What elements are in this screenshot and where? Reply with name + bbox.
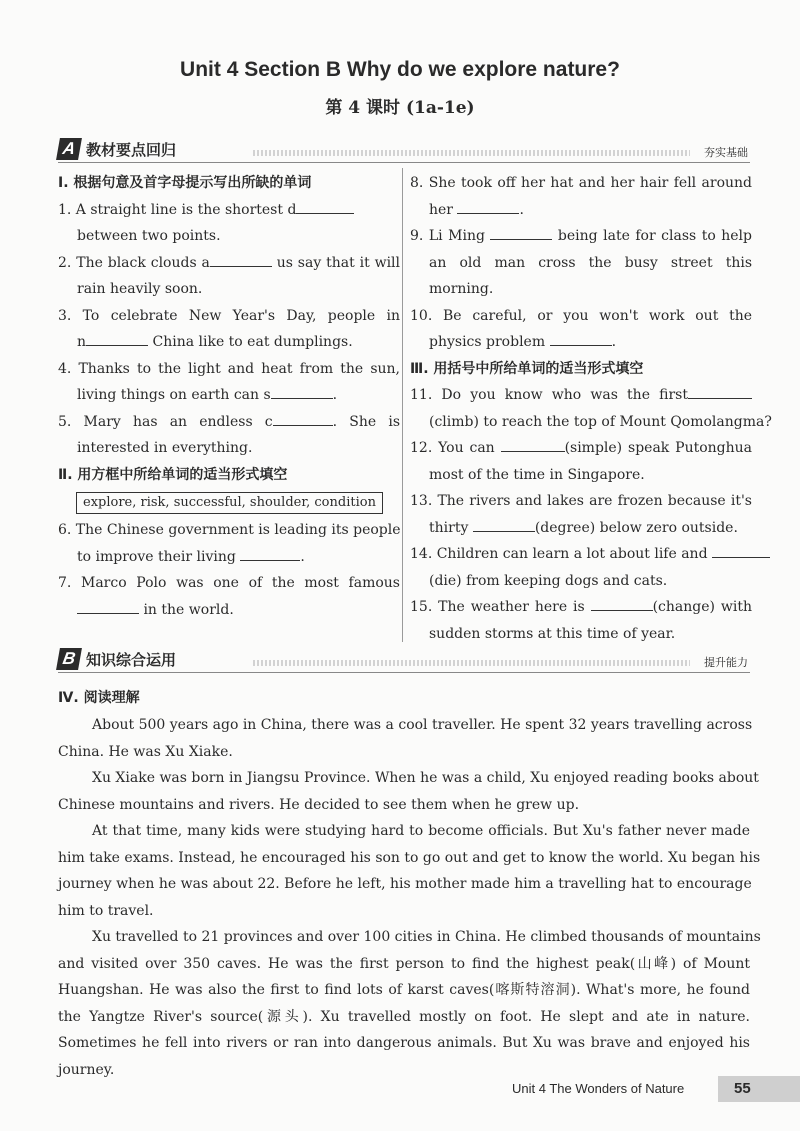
answer-blank[interactable] xyxy=(712,543,770,558)
answer-blank[interactable] xyxy=(490,225,552,240)
answer-blank[interactable] xyxy=(271,384,333,399)
answer-blank[interactable] xyxy=(86,331,148,346)
section-a-tag: 夯实基础 xyxy=(704,146,748,159)
question-14: 14. Children can learn a lot about life and xyxy=(410,541,752,568)
part-iv-heading: Ⅳ. 阅读理解 xyxy=(58,690,140,706)
question-2: 2. The black clouds a us say that it will xyxy=(58,250,400,277)
question-1: 1. A straight line is the shortest d xyxy=(58,197,400,224)
question-4: 4. Thanks to the light and heat from the sun, xyxy=(58,360,400,377)
answer-blank[interactable] xyxy=(240,546,300,561)
answer-blank[interactable] xyxy=(688,384,752,399)
right-column: 8. She took off her hat and her hair fell around her . 9. Li Ming being late for class to help an old man cross the busy street this morning. 10. Be careful, or you won't work out the physics problem . Ⅲ. 用括号中所给单词的适当形式填空 11. Do you know who was the first (climb) to reach the top of Mount Qomolangma? 12. You can (simple) speak Putonghua most of the time in Singapore. 13. The rivers and lakes are frozen because it's thirty (degree) below zero outside. 14. Children can learn a lot about life and (die) from keeping dogs and cats. 15. The weather here is (change) with sudden storms at this time of year. xyxy=(410,170,752,647)
section-b-badge: B xyxy=(56,648,82,670)
answer-blank[interactable] xyxy=(550,331,612,346)
section-a-title: 教材要点回归 xyxy=(86,141,177,159)
part-iii-heading: Ⅲ. 用括号中所给单词的适当形式填空 xyxy=(410,360,644,377)
paragraph: At that time, many kids were studying hard to become officials. But Xu's father never made him take exams. Instead, he encouraged his son to go out and get to know the world. Xu began his journey when he was about 22. Before he left, his mother made him a travelling hat to encourage him to travel. xyxy=(58,823,761,919)
answer-blank[interactable] xyxy=(591,596,653,611)
decorative-stripe xyxy=(253,150,690,156)
word-box: explore, risk, successful, shoulder, condition xyxy=(76,492,383,514)
page-number: 55 xyxy=(718,1076,800,1102)
left-column: Ⅰ. 根据句意及首字母提示写出所缺的单词 1. A straight line is the shortest d between two points. 2. The black clouds a us say that it will rain heavily soon. 3. To celebrate New Year's Day, people in n China like to eat dumplings. 4. Thanks to the light and heat from the sun, living things on earth can s . 5. Mary has an endless c . She is interested in everything. Ⅱ. 用方框中所给单词的适当形式填空 explore, risk, successful, shoulder, condition 6. The Chinese government is leading its people to improve their living . 7. Marco Polo was one of the most famous in the world. xyxy=(58,170,400,623)
part-i-heading: Ⅰ. 根据句意及首字母提示写出所缺的单词 xyxy=(58,175,312,191)
answer-blank[interactable] xyxy=(77,599,139,614)
question-12: 12. You can (simple) speak Putonghua xyxy=(410,435,752,462)
decorative-stripe xyxy=(253,660,690,666)
answer-blank[interactable] xyxy=(273,411,333,426)
column-divider xyxy=(402,168,403,642)
answer-blank[interactable] xyxy=(501,437,565,452)
section-b-title: 知识综合运用 xyxy=(86,651,177,669)
question-3: 3. To celebrate New Year's Day, people in xyxy=(58,307,400,324)
page-title: Unit 4 Section B Why do we explore nature? xyxy=(180,58,620,81)
answer-blank[interactable] xyxy=(457,199,519,214)
part-ii-heading: Ⅱ. 用方框中所给单词的适当形式填空 xyxy=(58,466,288,483)
section-a-badge: A xyxy=(56,138,82,160)
question-10: 10. Be careful, or you won't work out the xyxy=(410,307,752,324)
question-8: 8. She took off her hat and her hair fell around xyxy=(410,175,752,191)
reading-passage xyxy=(58,684,761,1083)
question-6: 6. The Chinese government is leading its people xyxy=(58,522,401,538)
question-7: 7. Marco Polo was one of the most famous xyxy=(58,575,400,591)
paragraph: Xu Xiake was born in Jiangsu Province. When he was a child, Xu enjoyed reading books about Chinese mountains and rivers. He decided to see them when he grew up. xyxy=(58,770,759,813)
section-b-tag: 提升能力 xyxy=(704,656,748,669)
answer-blank[interactable] xyxy=(210,252,272,267)
footer-unit-label: Unit 4 The Wonders of Nature xyxy=(512,1081,685,1096)
question-9: 9. Li Ming being late for class to help xyxy=(410,223,752,250)
paragraph: About 500 years ago in China, there was a cool traveller. He spent 32 years travelling across China. He was Xu Xiake. xyxy=(58,717,753,760)
answer-blank[interactable] xyxy=(296,199,354,214)
question-15: 15. The weather here is (change) with xyxy=(410,594,752,621)
lesson-subtitle: 第 4 课时 (1a-1e) xyxy=(325,98,475,118)
question-5: 5. Mary has an endless c . She is xyxy=(58,409,400,436)
question-11: 11. Do you know who was the first xyxy=(410,382,752,409)
paragraph: Xu travelled to 21 provinces and over 100 cities in China. He climbed thousands of mountains and visited over 350 caves. He was the first person to find the highest peak(山峰) of Mount Huangshan. He was also the first to find lots of karst caves(喀斯特溶洞). What's more, he found the Yangtze River's source(源头). Xu travelled mostly on foot. He slept and ate in nature. Sometimes he fell into rivers or ran into dangerous animals. But Xu was brave and enjoyed his journey. xyxy=(58,929,761,1078)
question-13: 13. The rivers and lakes are frozen because it's xyxy=(410,493,752,509)
section-a-header xyxy=(58,136,750,163)
section-b-header xyxy=(58,646,750,673)
answer-blank[interactable] xyxy=(473,517,535,532)
